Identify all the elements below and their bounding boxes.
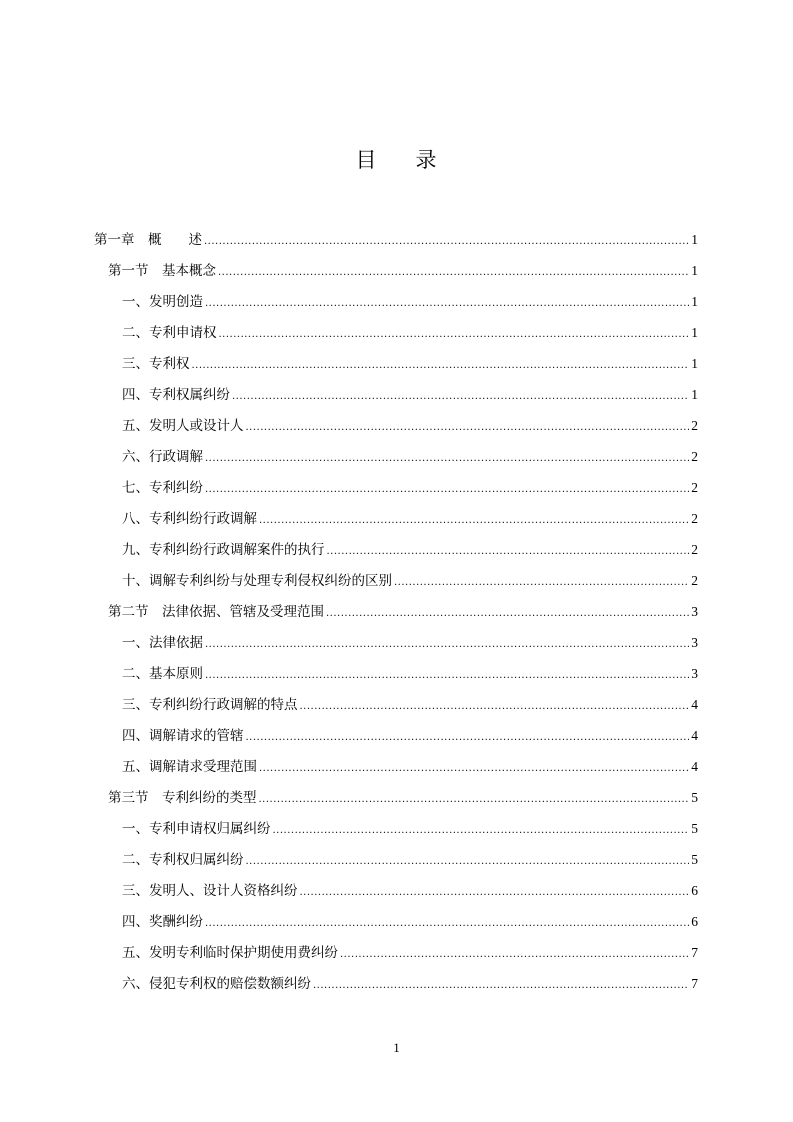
toc-dot-leader xyxy=(246,849,690,874)
toc-entry-label: 二、专利权归属纠纷 xyxy=(122,852,244,868)
toc-dot-leader xyxy=(205,477,689,502)
toc-subsection-entry[interactable] xyxy=(94,382,698,413)
toc-entry-page-number: 2 xyxy=(691,418,698,433)
toc-subsection-entry[interactable] xyxy=(94,754,698,785)
toc-entry-label: 三、专利权 xyxy=(122,356,190,372)
toc-section-entry[interactable] xyxy=(94,599,698,630)
toc-subsection-entry[interactable] xyxy=(94,971,698,1002)
toc-entry-label: 四、调解请求的管辖 xyxy=(122,728,244,744)
toc-dot-leader xyxy=(205,291,689,316)
toc-section-entry[interactable] xyxy=(94,785,698,816)
toc-entry-page-number: 5 xyxy=(691,790,698,805)
toc-entry-page-number: 2 xyxy=(691,480,698,495)
toc-dot-leader xyxy=(259,787,690,812)
toc-entry-page-number: 4 xyxy=(691,759,698,774)
toc-entry-label: 第二节 法律依据、管辖及受理范围 xyxy=(108,604,324,620)
toc-subsection-entry[interactable] xyxy=(94,320,698,351)
toc-dot-leader xyxy=(300,694,690,719)
toc-dot-leader xyxy=(204,229,689,254)
toc-dot-leader xyxy=(232,384,689,409)
toc-entry-label: 八、专利纠纷行政调解 xyxy=(122,511,257,527)
toc-subsection-entry[interactable] xyxy=(94,537,698,568)
toc-dot-leader xyxy=(300,880,690,905)
toc-title xyxy=(0,146,793,174)
toc-dot-leader xyxy=(259,508,689,533)
toc-entry-page-number: 6 xyxy=(691,883,698,898)
toc-entry-page-number: 3 xyxy=(691,635,698,650)
toc-subsection-entry[interactable] xyxy=(94,847,698,878)
toc-subsection-entry[interactable] xyxy=(94,506,698,537)
toc-entry-page-number: 7 xyxy=(691,945,698,960)
toc-entry-page-number: 1 xyxy=(691,325,698,340)
toc-subsection-entry[interactable] xyxy=(94,661,698,692)
toc-entry-label: 五、发明专利临时保护期使用费纠纷 xyxy=(122,945,338,961)
toc-chapter-entry[interactable] xyxy=(94,227,698,258)
toc-entry-label: 三、专利纠纷行政调解的特点 xyxy=(122,697,298,713)
toc-entry-label: 五、发明人或设计人 xyxy=(122,418,244,434)
toc-dot-leader xyxy=(273,818,690,843)
toc-entry-page-number: 1 xyxy=(691,263,698,278)
page-number-footer: 1 xyxy=(393,1040,400,1055)
toc-entry-page-number: 1 xyxy=(691,232,698,247)
toc-subsection-entry[interactable] xyxy=(94,816,698,847)
toc-entry-label: 三、发明人、设计人资格纠纷 xyxy=(122,883,298,899)
toc-subsection-entry[interactable] xyxy=(94,692,698,723)
toc-entry-page-number: 4 xyxy=(691,697,698,712)
toc-entry-label: 四、专利权属纠纷 xyxy=(122,387,230,403)
toc-dot-leader xyxy=(205,911,689,936)
toc-dot-leader xyxy=(394,570,689,595)
toc-entry-label: 二、基本原则 xyxy=(122,666,203,682)
toc-entry-label: 第一章 概 述 xyxy=(94,232,202,248)
toc-entry-label: 五、调解请求受理范围 xyxy=(122,759,257,775)
toc-entry-label: 六、行政调解 xyxy=(122,449,203,465)
toc-entry-label: 四、奖酬纠纷 xyxy=(122,914,203,930)
toc-entry-page-number: 2 xyxy=(691,511,698,526)
toc-entry-page-number: 3 xyxy=(691,604,698,619)
toc-subsection-entry[interactable] xyxy=(94,289,698,320)
toc-entry-page-number: 1 xyxy=(691,387,698,402)
toc-entry-page-number: 3 xyxy=(691,666,698,681)
toc-entry-label: 二、专利申请权 xyxy=(122,325,217,341)
toc-list xyxy=(94,227,698,1002)
toc-dot-leader xyxy=(326,601,689,626)
toc-dot-leader xyxy=(205,446,689,471)
toc-dot-leader xyxy=(259,756,689,781)
toc-entry-label: 一、专利申请权归属纠纷 xyxy=(122,821,271,837)
toc-dot-leader xyxy=(327,539,690,564)
toc-entry-label: 九、专利纠纷行政调解案件的执行 xyxy=(122,542,325,558)
toc-entry-page-number: 1 xyxy=(691,356,698,371)
toc-title-char-1: 目 xyxy=(355,148,378,172)
toc-subsection-entry[interactable] xyxy=(94,351,698,382)
toc-entry-page-number: 1 xyxy=(691,294,698,309)
toc-entry-page-number: 2 xyxy=(691,573,698,588)
toc-subsection-entry[interactable] xyxy=(94,568,698,599)
toc-entry-label: 十、调解专利纠纷与处理专利侵权纠纷的区别 xyxy=(122,573,392,589)
toc-entry-label: 第三节 专利纠纷的类型 xyxy=(108,790,257,806)
toc-dot-leader xyxy=(218,260,689,285)
toc-entry-page-number: 5 xyxy=(691,821,698,836)
toc-entry-label: 一、法律依据 xyxy=(122,635,203,651)
toc-dot-leader xyxy=(219,322,690,347)
toc-title-char-2: 录 xyxy=(415,148,438,172)
toc-subsection-entry[interactable] xyxy=(94,630,698,661)
toc-dot-leader xyxy=(205,663,689,688)
toc-dot-leader xyxy=(246,725,690,750)
toc-entry-page-number: 2 xyxy=(691,449,698,464)
toc-subsection-entry[interactable] xyxy=(94,475,698,506)
toc-subsection-entry[interactable] xyxy=(94,444,698,475)
toc-subsection-entry[interactable] xyxy=(94,909,698,940)
toc-subsection-entry[interactable] xyxy=(94,878,698,909)
toc-subsection-entry[interactable] xyxy=(94,413,698,444)
toc-entry-page-number: 7 xyxy=(691,976,698,991)
toc-subsection-entry[interactable] xyxy=(94,723,698,754)
toc-entry-page-number: 6 xyxy=(691,914,698,929)
toc-entry-page-number: 2 xyxy=(691,542,698,557)
toc-entry-page-number: 5 xyxy=(691,852,698,867)
toc-dot-leader xyxy=(340,942,689,967)
toc-dot-leader xyxy=(313,973,689,998)
toc-entry-label: 七、专利纠纷 xyxy=(122,480,203,496)
toc-entry-label: 一、发明创造 xyxy=(122,294,203,310)
toc-entry-page-number: 4 xyxy=(691,728,698,743)
toc-dot-leader xyxy=(192,353,690,378)
toc-section-entry[interactable] xyxy=(94,258,698,289)
toc-dot-leader xyxy=(246,415,690,440)
toc-entry-label: 六、侵犯专利权的赔偿数额纠纷 xyxy=(122,976,311,992)
toc-subsection-entry[interactable] xyxy=(94,940,698,971)
toc-entry-label: 第一节 基本概念 xyxy=(108,263,216,279)
toc-dot-leader xyxy=(205,632,689,657)
